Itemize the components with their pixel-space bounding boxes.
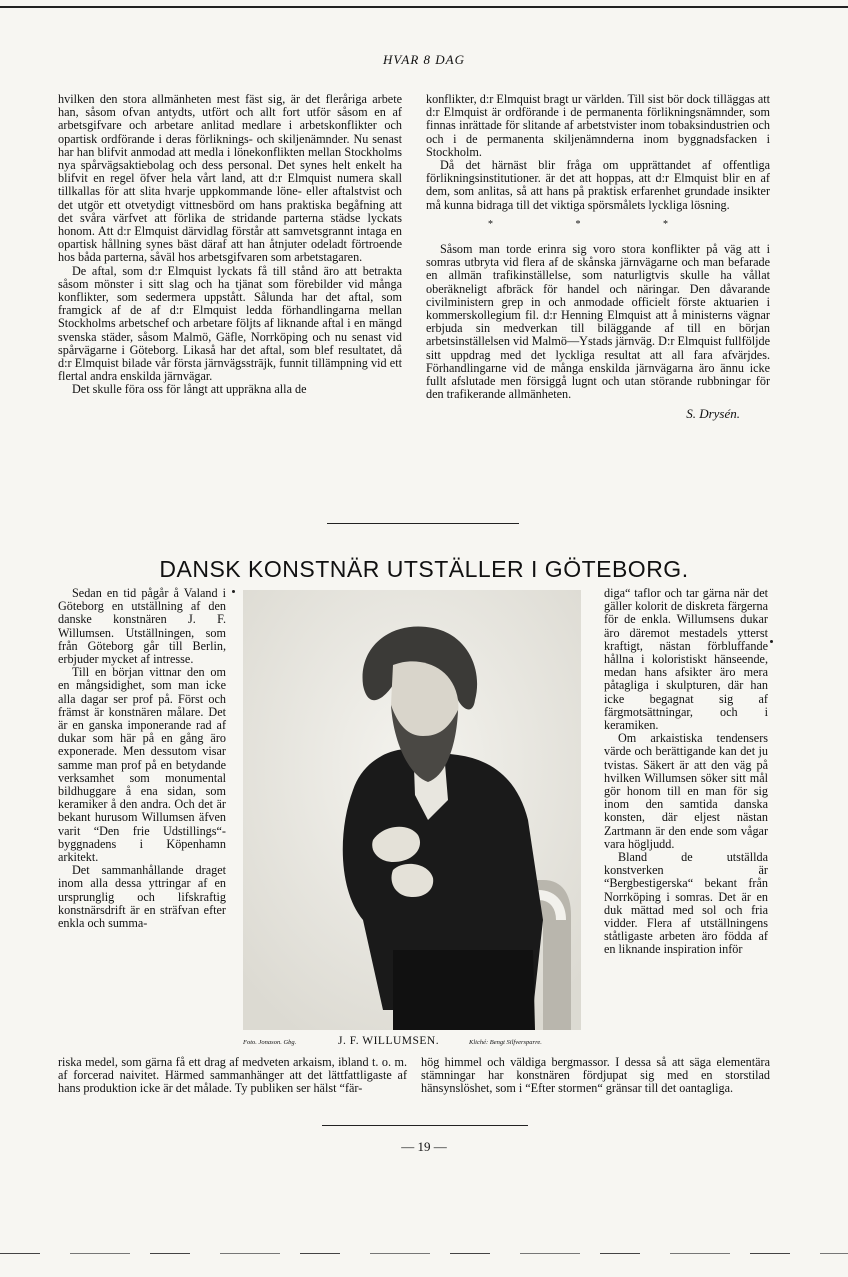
paragraph: diga“ taflor och tar gärna när det gäller kolorit de diskreta färgerna för de enkla. Willumsens dukar äro däremot mestadels ytterst kraftigt, nästan förbluffande hållna i koloristiskt hänseende, medan hans afsikter äro mera påtagliga i skulpturen, där han icke begagnat sig af färgmotsättningar, och i keramiken. [604,586,768,733]
top-rule [0,6,848,8]
section-divider [327,523,519,524]
paragraph: Då det härnäst blir fråga om upprättandet af offentliga förlikningsinstitutioner. är det att hoppas, att d:r Elmquist blir en af dem, som anlitas, så att hans på praktisk erfarenhet grundade insikter må kunna bidraga till det viktiga spörsmålets lyckliga lösning. [426,158,770,212]
article1-left-column [58,93,402,397]
portrait-illustration [243,590,581,1030]
article2-right-column [604,587,768,957]
bottom-divider [322,1125,528,1126]
photo-caption: J. F. WILLUMSEN. [338,1035,440,1047]
paragraph: hög himmel och väldiga bergmassor. I dessa så att säga elementära stämningar har konstnären fördjupat sig med en storstilad hänsynslöshet, som i “Efter stormen“ gränsar till det oantagliga. [421,1055,770,1096]
article-title: DANSK KONSTNÄR UTSTÄLLER I GÖTEBORG. [159,556,689,583]
portrait-photo [243,590,581,1030]
running-head: HVAR 8 DAG [383,52,465,67]
footer-rule [0,1253,848,1254]
print-speck [770,640,773,643]
author-signature: S. Drysén. [686,406,740,422]
page-number: — 19 — [401,1139,447,1154]
paragraph: konflikter, d:r Elmquist bragt ur världen. Till sist bör dock tilläggas att d:r Elmquist är ordförande i de permanenta förlikningsnämnder, som finnas inrättade för slitande af arbetstvister inom tobaksindustrien och och i de permanenta skiljenämnderna inom byggnadsfacken i Stockholm. [426,92,770,159]
article2-left-column [58,587,226,930]
paragraph: Det skulle föra oss för långt att uppräkna alla de [72,382,307,397]
paragraph: Sedan en tid pågår å Valand i Göteborg en utställning af den danske konstnären J. F. Willumsen. Utställningen, som från Göteborg går till Berlin, erbjuder mycket af intresse. [58,586,226,667]
paragraph: riska medel, som gärna få ett drag af medveten arkaism, ibland t. o. m. af forcerad naivitet. Härmed sammanhänger att det lättfattligaste af hans produktion icke är det målade. Ty publiken ser hälst “fär- [58,1055,407,1096]
paragraph: Såsom man torde erinra sig voro stora konflikter på väg att i somras utbryta vid flera af de skånska järnvägarne och man befarade en allmän trafikinställelse, som naturligtvis skulle ha vållat oberäkneligt afbräck för handel och näringar. Den dåvarande civilministern grep in och anmodade officielt förste aktuarien i kommerskollegium fil. d:r Henning Elmquist att å ministerns vägnar erbjuda sin medverkan till biläggande af till en början arbetsinställelsen vid Malmö—Ystads järnväg. D:r Elmquist fullföljde sitt uppdrag med det lyckliga resultat att all fara afvärjdes. Förhandlingarne vid de många enskilda järnvägarna äro ännu icke fullt afslutade men försiggå lugnt och utan störande rubbningar för den trafikerande allmänheten. [426,242,770,402]
print-speck [232,590,235,593]
paragraph: hvilken den stora allmänheten mest fäst sig, är det fleråriga arbete han, såsom ofvan antydts, utfört och allt fort utför såsom en af arbetsgifvare och arbetare anlitad medlare i arbetskonflikter och opartisk ordförande i deras förliknings- och skiljenämnder. Nu senast har han blifvit anmodad att medla i lönekonflikten mellan Stockholms nya spårvägsaktiebolag och dess personal. Det synes helt enkelt ha blifvit en regel öfver hela vårt land, att d:r Elmquist numera skall tillkallas för att slita hvarje uppkommande löne- eller aftalstvist och det utgör ett otvetydigt vittnesbörd om hans praktiska begåfning att det svåra värfvet att förlika de stridande parterna städse lyckats honom. Att d:r Elmquist därvidlag förstår att samvetsgrannt intaga en opartisk hållning synes bäst däraf att han åtnjuter odeladt förtroende hos båda parterna, såväl hos arbetsgifvaren som arbetstagaren. [58,92,402,265]
paragraph: Till en början vittnar den om en mångsidighet, som man icke alla dagar ser prof på. Först och främst är konstnären målare. Det är en ganska imponerande rad af dukar som här på en gång äro exponerade. Men dessutom visar samme man prof på en betydande verksamhet som monumental bildhuggare å ena sidan, som keramiker å den andra. Och det är bekant hurusom Willumsen äfven varit “Den frie Udstillings“-byggnadens i Köpenhamn arkitekt. [58,665,226,865]
article1-right-column [426,93,770,421]
paragraph: Bland de utställda konstverken är “Bergbestigerska“ bekant från Norrköping i somras. Det är en duk mättad med sol och fria vidder. Flera af utställningens ståtligaste arbeten äro födda af en liknande inspiration inför [604,850,768,957]
paragraph: De aftal, som d:r Elmquist lyckats få till stånd äro att betrakta såsom mönster i sitt slag och ha tjänat som förebilder vid många konflikter, som sedermera uppstått. Sålunda har det aftal, som framgick af de af d:r Elmquist ledda förhandlingarna mellan Stockholms arbetschef och arbetare följts af liknande aftal i en mängd svenska städer, såsom Malmö, Gäfle, Norrköping och nu senast vid spårvägarne i Göteborg. Likaså har det aftal, som blef resultatet, då d:r Elmquist bilade vår första järnvägsstrājk, funnit tillämpning vid ett flertal andra enskilda järnvägar. [58,263,402,384]
section-stars: * * * [488,218,708,230]
paragraph: Om arkaistiska tendensers värde och berättigande kan det ju tvistas. Säkert är att den väg på hvilken Willumsen söker sitt mål gör honom till en man för sig inom den samtida danska konsten, där eljest nästan Zartmann är den ende som vågar vara höglјudd. [604,731,768,851]
cliche-credit: Kliché: Bengt Silfversparre. [469,1039,542,1046]
photo-caption-row [243,1034,603,1052]
article2-bottom-text [58,1056,770,1096]
photo-credit: Foto. Jonason. Gbg. [243,1039,297,1046]
paragraph: Det sammanhållande draget inom alla dessa yttringar af en ursprunglig och lifskraftig konstnärsdrift är en sträfvan efter enkla och summa- [58,863,226,931]
